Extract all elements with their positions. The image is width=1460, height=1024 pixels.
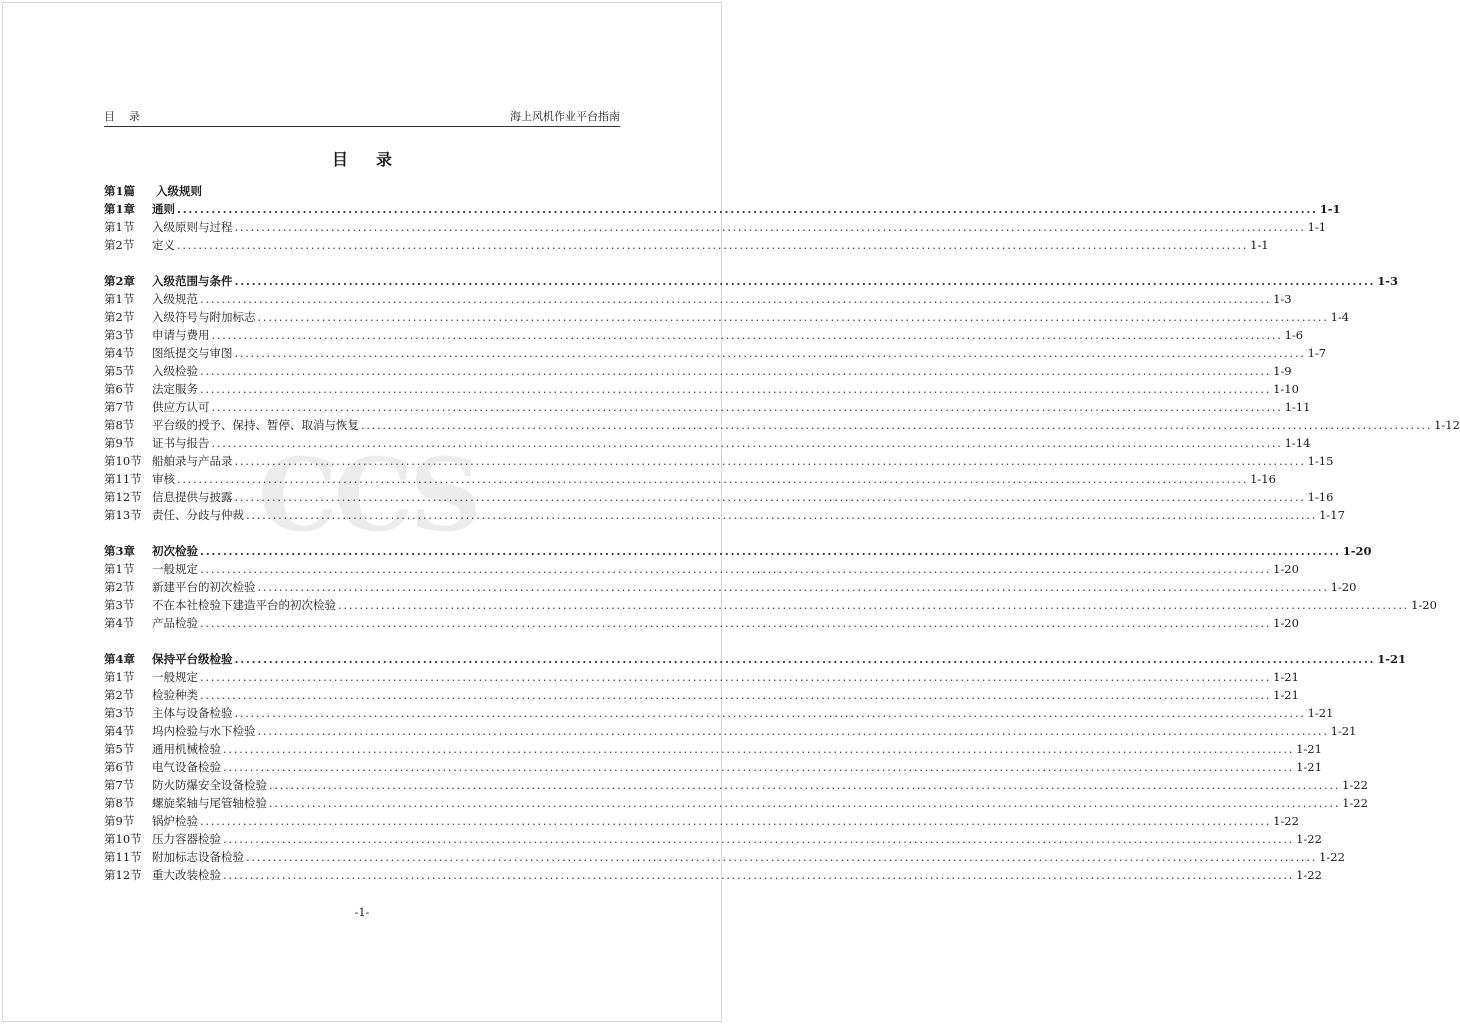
toc-leader-dots: ........................................................................................................................................................................................................ bbox=[234, 652, 1376, 666]
toc-number: 第9节 bbox=[104, 814, 135, 828]
toc-leader-dots: ........................................................................................................................................................................................................ bbox=[200, 292, 1272, 306]
toc-leader-dots: ........................................................................................................................................................................................................ bbox=[223, 832, 1295, 846]
toc-number: 第7节 bbox=[104, 778, 135, 792]
toc-entry bbox=[152, 218, 1327, 236]
toc-page-number: 1-7 bbox=[1307, 346, 1327, 360]
toc-title: 坞内检验与水下检验 bbox=[152, 724, 256, 738]
toc-leader-dots: ........................................................................................................................................................................................................ bbox=[338, 598, 1410, 612]
toc-number: 第3节 bbox=[104, 706, 135, 720]
page-number: -1- bbox=[354, 906, 370, 919]
toc-number: 第10节 bbox=[104, 454, 142, 468]
toc-leader-dots: ........................................................................................................................................................................................................ bbox=[177, 472, 1249, 486]
toc-number: 第2节 bbox=[104, 688, 135, 702]
toc-leader-dots: ........................................................................................................................................................................................................ bbox=[234, 454, 1306, 468]
toc-section-row[interactable] bbox=[104, 560, 1299, 578]
toc-entry bbox=[152, 380, 1299, 398]
toc-title: 入级检验 bbox=[152, 364, 198, 378]
toc-entry bbox=[152, 776, 1368, 794]
toc-entry bbox=[152, 470, 1276, 488]
toc-leader-dots: ........................................................................................................................................................................................................ bbox=[234, 220, 1306, 234]
toc-entry bbox=[152, 722, 1357, 740]
toc-page-number: 1-22 bbox=[1319, 850, 1345, 864]
toc-leader-dots: ........................................................................................................................................................................................................ bbox=[234, 490, 1306, 504]
toc-title: 定义 bbox=[152, 238, 175, 252]
toc-title: 责任、分歧与仲裁 bbox=[152, 508, 244, 522]
toc-section-row[interactable] bbox=[104, 308, 1350, 326]
toc-leader-dots: ........................................................................................................................................................................................................ bbox=[269, 778, 1341, 792]
toc-section-row[interactable] bbox=[104, 794, 1368, 812]
toc-number: 第2节 bbox=[104, 310, 135, 324]
toc-entry bbox=[152, 362, 1292, 380]
toc-section-row[interactable] bbox=[104, 290, 1292, 308]
toc-page-number: 1-22 bbox=[1342, 778, 1368, 792]
toc-title: 申请与费用 bbox=[152, 328, 210, 342]
toc-page-number: 1-21 bbox=[1296, 742, 1322, 756]
toc-page-number: 1-21 bbox=[1377, 652, 1407, 666]
toc-page-number: 1-17 bbox=[1319, 508, 1345, 522]
toc-number: 第2章 bbox=[104, 274, 136, 288]
toc-leader-dots: ........................................................................................................................................................................................................ bbox=[211, 400, 1283, 414]
toc-page-number: 1-6 bbox=[1284, 328, 1304, 342]
toc-section-row[interactable] bbox=[104, 668, 1299, 686]
toc-page-number: 1-16 bbox=[1250, 472, 1276, 486]
toc-section-row[interactable] bbox=[104, 326, 1304, 344]
toc-title: 附加标志设备检验 bbox=[152, 850, 244, 864]
toc-page-number: 1-3 bbox=[1377, 274, 1399, 288]
toc-section-row[interactable] bbox=[104, 686, 1299, 704]
toc-entry bbox=[152, 812, 1299, 830]
toc-number: 第11节 bbox=[104, 850, 142, 864]
toc-entry bbox=[152, 578, 1357, 596]
toc-number: 第3章 bbox=[104, 544, 136, 558]
toc-entry bbox=[152, 290, 1292, 308]
toc-page-number: 1-21 bbox=[1273, 670, 1299, 684]
toc-number: 第13节 bbox=[104, 508, 142, 522]
toc-title: 检验种类 bbox=[152, 688, 198, 702]
toc-page-number: 1-20 bbox=[1330, 580, 1357, 594]
toc-leader-dots: ........................................................................................................................................................................................................ bbox=[200, 814, 1272, 828]
toc-entry bbox=[152, 452, 1334, 470]
toc-leader-dots: ........................................................................................................................................................................................................ bbox=[223, 760, 1295, 774]
header-right-text: 海上风机作业平台指南 bbox=[510, 110, 620, 123]
toc-section-row[interactable] bbox=[104, 470, 1276, 488]
toc-page-number: 1-9 bbox=[1273, 364, 1292, 378]
toc-leader-dots: ........................................................................................................................................................................................................ bbox=[211, 436, 1283, 450]
toc-section-row[interactable] bbox=[104, 398, 1311, 416]
toc-number: 第1章 bbox=[104, 202, 136, 216]
toc-entry bbox=[152, 794, 1368, 812]
toc-page-number: 1-20 bbox=[1273, 616, 1299, 630]
toc-section-row[interactable] bbox=[104, 704, 1334, 722]
toc-page-number: 1-21 bbox=[1273, 688, 1299, 702]
toc-title: 入级原则与过程 bbox=[152, 220, 233, 234]
toc-part-row[interactable] bbox=[104, 182, 622, 200]
toc-leader-dots: ........................................................................................................................................................................................................ bbox=[269, 796, 1341, 810]
toc-section-row[interactable] bbox=[104, 758, 1322, 776]
toc-section-row[interactable] bbox=[104, 344, 1327, 362]
toc-page-number: 1-22 bbox=[1296, 832, 1322, 846]
toc-section-row[interactable] bbox=[104, 722, 1357, 740]
toc-entry bbox=[152, 236, 1269, 254]
toc-title: 入级规则 bbox=[156, 184, 202, 198]
toc-number: 第4章 bbox=[104, 652, 136, 666]
toc-number: 第4节 bbox=[104, 616, 135, 630]
toc-number: 第4节 bbox=[104, 346, 135, 360]
toc-leader-dots: ........................................................................................................................................................................................................ bbox=[361, 418, 1433, 432]
toc-entry bbox=[152, 416, 1460, 434]
toc-number: 第7节 bbox=[104, 400, 135, 414]
toc-number: 第2节 bbox=[104, 238, 135, 252]
toc-section-row[interactable] bbox=[104, 452, 1334, 470]
toc-leader-dots: ........................................................................................................................................................................................................ bbox=[211, 328, 1283, 342]
toc-title: 供应方认可 bbox=[152, 400, 210, 414]
toc-section-row[interactable] bbox=[104, 488, 1334, 506]
ccs-watermark: CCS bbox=[258, 436, 478, 554]
toc-title: 主体与设备检验 bbox=[152, 706, 233, 720]
toc-title: 平台级的授予、保持、暂停、取消与恢复 bbox=[152, 418, 359, 432]
toc-chapter-row[interactable] bbox=[104, 650, 1407, 668]
toc-entry bbox=[152, 182, 622, 200]
toc-section-row[interactable] bbox=[104, 506, 1345, 524]
toc-entry bbox=[152, 740, 1322, 758]
toc-title: 通用机械检验 bbox=[152, 742, 221, 756]
toc-entry bbox=[152, 272, 1399, 290]
toc-title: 压力容器检验 bbox=[152, 832, 221, 846]
toc-number: 第3节 bbox=[104, 598, 135, 612]
toc-leader-dots: ........................................................................................................................................................................................................ bbox=[246, 508, 1318, 522]
toc-number: 第1篇 bbox=[104, 184, 136, 198]
toc-entry bbox=[152, 488, 1334, 506]
toc-section-row[interactable] bbox=[104, 848, 1345, 866]
toc-leader-dots: ........................................................................................................................................................................................................ bbox=[177, 238, 1249, 252]
toc-section-row[interactable] bbox=[104, 218, 1327, 236]
toc-leader-dots: ........................................................................................................................................................................................................ bbox=[257, 580, 1329, 594]
toc-entry bbox=[152, 596, 1437, 614]
toc-number: 第6节 bbox=[104, 382, 135, 396]
toc-entry bbox=[152, 614, 1299, 632]
toc-page-number: 1-22 bbox=[1273, 814, 1299, 828]
toc-entry bbox=[152, 398, 1311, 416]
toc-entry bbox=[152, 686, 1299, 704]
toc-number: 第1节 bbox=[104, 220, 135, 234]
toc-number: 第8节 bbox=[104, 796, 135, 810]
toc-page-number: 1-20 bbox=[1273, 562, 1299, 576]
toc-page-number: 1-3 bbox=[1273, 292, 1292, 306]
toc-leader-dots: ........................................................................................................................................................................................................ bbox=[234, 346, 1306, 360]
toc-section-row[interactable] bbox=[104, 380, 1299, 398]
toc-title: 不在本社检验下建造平台的初次检验 bbox=[152, 598, 336, 612]
toc-page-number: 1-10 bbox=[1273, 382, 1299, 396]
toc-section-row[interactable] bbox=[104, 416, 1460, 434]
toc-leader-dots: ........................................................................................................................................................................................................ bbox=[200, 670, 1272, 684]
running-header bbox=[104, 110, 620, 127]
toc-number: 第3节 bbox=[104, 328, 135, 342]
toc-leader-dots: ........................................................................................................................................................................................................ bbox=[200, 688, 1272, 702]
toc-page-number: 1-21 bbox=[1330, 724, 1357, 738]
toc-entry bbox=[152, 704, 1334, 722]
toc-title: 重大改装检验 bbox=[152, 868, 221, 882]
toc-page-number: 1-21 bbox=[1307, 706, 1334, 720]
toc-entry bbox=[152, 344, 1327, 362]
toc-entry bbox=[152, 848, 1345, 866]
toc-number: 第10节 bbox=[104, 832, 142, 846]
toc-leader-dots: ........................................................................................................................................................................................................ bbox=[200, 364, 1272, 378]
toc-title: 图纸提交与审图 bbox=[152, 346, 233, 360]
toc-title: 船舶录与产品录 bbox=[152, 454, 233, 468]
toc-title: 证书与报告 bbox=[152, 436, 210, 450]
toc-leader-dots: ........................................................................................................................................................................................................ bbox=[200, 562, 1272, 576]
toc-number: 第8节 bbox=[104, 418, 135, 432]
toc-entry bbox=[152, 758, 1322, 776]
toc-chapter-row[interactable] bbox=[104, 272, 1399, 290]
toc-number: 第5节 bbox=[104, 742, 135, 756]
toc-page-number: 1-16 bbox=[1307, 490, 1334, 504]
toc-title: 入级符号与附加标志 bbox=[152, 310, 256, 324]
toc-page-number: 1-1 bbox=[1250, 238, 1269, 252]
toc-leader-dots: ........................................................................................................................................................................................................ bbox=[234, 706, 1306, 720]
toc-entry bbox=[152, 560, 1299, 578]
toc-number: 第2节 bbox=[104, 580, 135, 594]
toc-section-row[interactable] bbox=[104, 740, 1322, 758]
toc-title: 一般规定 bbox=[152, 562, 198, 576]
page-title: 目录 bbox=[331, 150, 420, 169]
toc-number: 第12节 bbox=[104, 490, 142, 504]
toc-section-row[interactable] bbox=[104, 596, 1437, 614]
toc-title: 通则 bbox=[152, 202, 175, 216]
toc-number: 第6节 bbox=[104, 760, 135, 774]
toc-title: 电气设备检验 bbox=[152, 760, 221, 774]
toc-leader-dots: ........................................................................................................................................................................................................ bbox=[200, 544, 1341, 558]
toc-leader-dots: ........................................................................................................................................................................................................ bbox=[177, 202, 1318, 216]
toc-spacer bbox=[104, 254, 622, 272]
toc-page-number: 1-1 bbox=[1307, 220, 1327, 234]
toc-spacer bbox=[104, 632, 622, 650]
toc-page-number: 1-21 bbox=[1296, 760, 1322, 774]
toc-number: 第1节 bbox=[104, 670, 135, 684]
toc-page-number: 1-22 bbox=[1296, 868, 1322, 882]
toc-page-number: 1-15 bbox=[1307, 454, 1334, 468]
toc-number: 第5节 bbox=[104, 364, 135, 378]
toc-section-row[interactable] bbox=[104, 812, 1299, 830]
toc-leader-dots: ........................................................................................................................................................................................................ bbox=[246, 850, 1318, 864]
toc-page-number: 1-20 bbox=[1411, 598, 1437, 612]
toc-entry bbox=[152, 650, 1407, 668]
toc-section-row[interactable] bbox=[104, 614, 1299, 632]
header-left-text: 目录 bbox=[104, 110, 154, 123]
toc-number: 第1节 bbox=[104, 562, 135, 576]
toc-title: 一般规定 bbox=[152, 670, 198, 684]
toc-entry bbox=[152, 830, 1322, 848]
toc-spacer bbox=[104, 524, 622, 542]
toc-title: 信息提供与披露 bbox=[152, 490, 233, 504]
toc-page-number: 1-4 bbox=[1330, 310, 1350, 324]
toc-title: 新建平台的初次检验 bbox=[152, 580, 256, 594]
toc-title: 入级范围与条件 bbox=[152, 274, 233, 288]
toc-chapter-row[interactable] bbox=[104, 542, 1372, 560]
toc-title: 防火防爆安全设备检验 bbox=[152, 778, 267, 792]
toc-entry bbox=[152, 866, 1322, 884]
toc-entry bbox=[152, 200, 1341, 218]
toc-page-number: 1-22 bbox=[1342, 796, 1368, 810]
toc-entry bbox=[152, 668, 1299, 686]
toc-number: 第1节 bbox=[104, 292, 135, 306]
toc-leader-dots: ........................................................................................................................................................................................................ bbox=[257, 310, 1329, 324]
toc-entry bbox=[152, 326, 1304, 344]
toc-title: 审核 bbox=[152, 472, 175, 486]
toc-title: 入级规范 bbox=[152, 292, 198, 306]
toc-section-row[interactable] bbox=[104, 236, 1269, 254]
toc-title: 产品检验 bbox=[152, 616, 198, 630]
toc-page-number: 1-14 bbox=[1284, 436, 1311, 450]
toc-number: 第4节 bbox=[104, 724, 135, 738]
toc-title: 保持平台级检验 bbox=[152, 652, 233, 666]
toc-section-row[interactable] bbox=[104, 578, 1357, 596]
toc-page-number: 1-20 bbox=[1342, 544, 1372, 558]
toc-leader-dots: ........................................................................................................................................................................................................ bbox=[257, 724, 1329, 738]
toc-page-number: 1-11 bbox=[1284, 400, 1311, 414]
toc-leader-dots: ........................................................................................................................................................................................................ bbox=[234, 274, 1376, 288]
toc-entry bbox=[152, 506, 1345, 524]
toc-number: 第9节 bbox=[104, 436, 135, 450]
toc-section-row[interactable] bbox=[104, 830, 1322, 848]
table-of-contents bbox=[104, 182, 1460, 884]
toc-entry bbox=[152, 434, 1311, 452]
toc-entry bbox=[152, 542, 1372, 560]
toc-section-row[interactable] bbox=[104, 434, 1311, 452]
toc-entry bbox=[152, 308, 1350, 326]
toc-number: 第11节 bbox=[104, 472, 142, 486]
toc-section-row[interactable] bbox=[104, 776, 1368, 794]
toc-leader-dots: ........................................................................................................................................................................................................ bbox=[200, 382, 1272, 396]
toc-section-row[interactable] bbox=[104, 362, 1292, 380]
toc-leader-dots: ........................................................................................................................................................................................................ bbox=[200, 616, 1272, 630]
toc-title: 螺旋桨轴与尾管轴检验 bbox=[152, 796, 267, 810]
toc-leader-dots: ........................................................................................................................................................................................................ bbox=[223, 868, 1295, 882]
toc-title: 锅炉检验 bbox=[152, 814, 198, 828]
toc-title: 初次检验 bbox=[152, 544, 198, 558]
toc-section-row[interactable] bbox=[104, 866, 1322, 884]
toc-chapter-row[interactable] bbox=[104, 200, 1341, 218]
toc-title: 法定服务 bbox=[152, 382, 198, 396]
toc-number: 第12节 bbox=[104, 868, 142, 882]
toc-page-number: 1-12 bbox=[1434, 418, 1460, 432]
toc-leader-dots: ........................................................................................................................................................................................................ bbox=[223, 742, 1295, 756]
toc-page-number: 1-1 bbox=[1319, 202, 1341, 216]
